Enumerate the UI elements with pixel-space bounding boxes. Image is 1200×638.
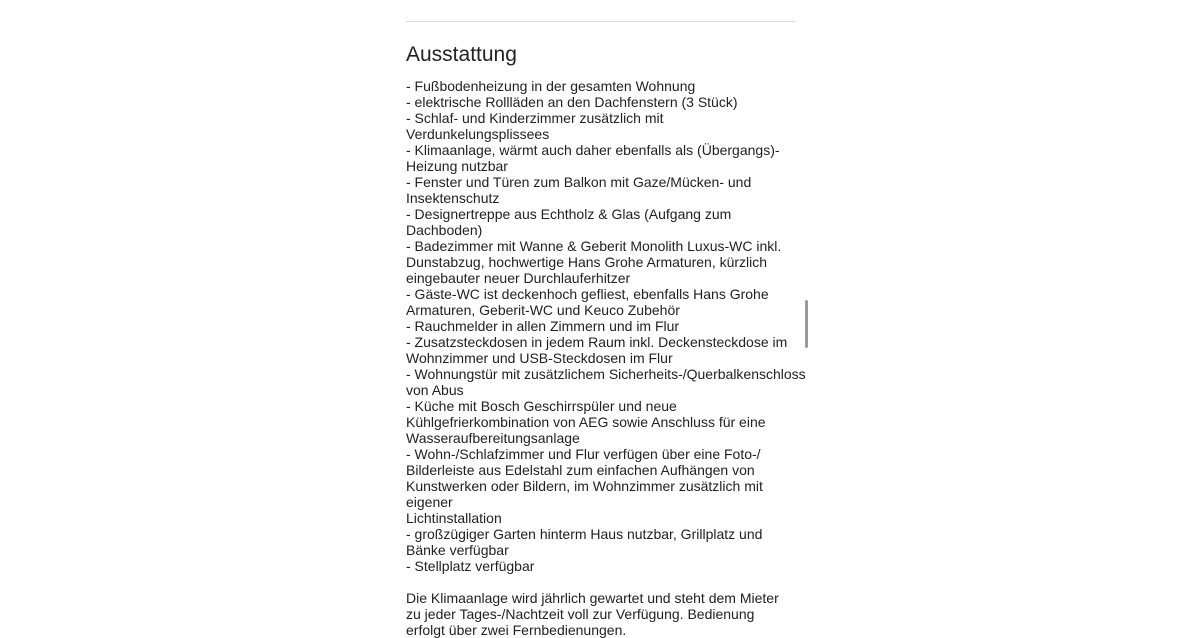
list-item: - Stellplatz verfügbar — [406, 558, 535, 574]
closing-paragraph: Die Klimaanlage wird jährlich gewartet und steht dem Mieter zu jeder Tages-/Nachtzeit voll zur Verfügung. Bedienung erfolgt über zwei Fernbedienungen. — [406, 590, 779, 638]
list-item: - Küche mit Bosch Geschirrspüler und neue Kühlgefrierkombination von AEG sowie Anschluss für eine Wasseraufbereitungsanlage — [406, 398, 766, 446]
list-item: - Gäste-WC ist deckenhoch gefliest, ebenfalls Hans Grohe Armaturen, Geberit-WC und Keuco Zubehör — [406, 286, 769, 318]
equipment-section — [406, 40, 806, 638]
list-item: - Schlaf- und Kinderzimmer zusätzlich mit Verdunkelungsplissees — [406, 110, 664, 142]
list-item: - elektrische Rollläden an den Dachfenstern (3 Stück) — [406, 94, 738, 110]
list-item: - großzügiger Garten hinterm Haus nutzbar, Grillplatz und Bänke verfügbar — [406, 526, 763, 558]
section-divider — [406, 21, 796, 22]
list-item: - Fenster und Türen zum Balkon mit Gaze/Mücken- und Insektenschutz — [406, 174, 752, 206]
equipment-list — [406, 78, 806, 574]
list-item: - Zusatzsteckdosen in jedem Raum inkl. Deckensteckdose im Wohnzimmer und USB-Steckdosen im Flur — [406, 334, 788, 366]
list-item: - Wohnungstür mit zusätzlichem Sicherheits-/Querbalkenschloss von Abus — [406, 366, 806, 398]
list-item: - Badezimmer mit Wanne & Geberit Monolith Luxus-WC inkl. Dunstabzug, hochwertige Hans Grohe Armaturen, kürzlich eingebauter neuer Durchlauferhitzer — [406, 238, 782, 286]
scrollbar-thumb[interactable] — [805, 300, 808, 348]
list-item: - Fußbodenheizung in der gesamten Wohnung — [406, 78, 696, 94]
list-item: - Rauchmelder in allen Zimmern und im Flur — [406, 318, 680, 334]
list-item: - Klimaanlage, wärmt auch daher ebenfalls als (Übergangs)- Heizung nutzbar — [406, 142, 780, 174]
list-item: - Designertreppe aus Echtholz & Glas (Aufgang zum Dachboden) — [406, 206, 732, 238]
section-title: Ausstattung — [406, 43, 517, 66]
list-item: - Wohn-/Schlafzimmer und Flur verfügen über eine Foto-/ Bilderleiste aus Edelstahl zum einfachen Aufhängen von Kunstwerken oder Bildern, im Wohnzimmer zusätzlich mit eigener Lichtinstallation — [406, 446, 763, 526]
